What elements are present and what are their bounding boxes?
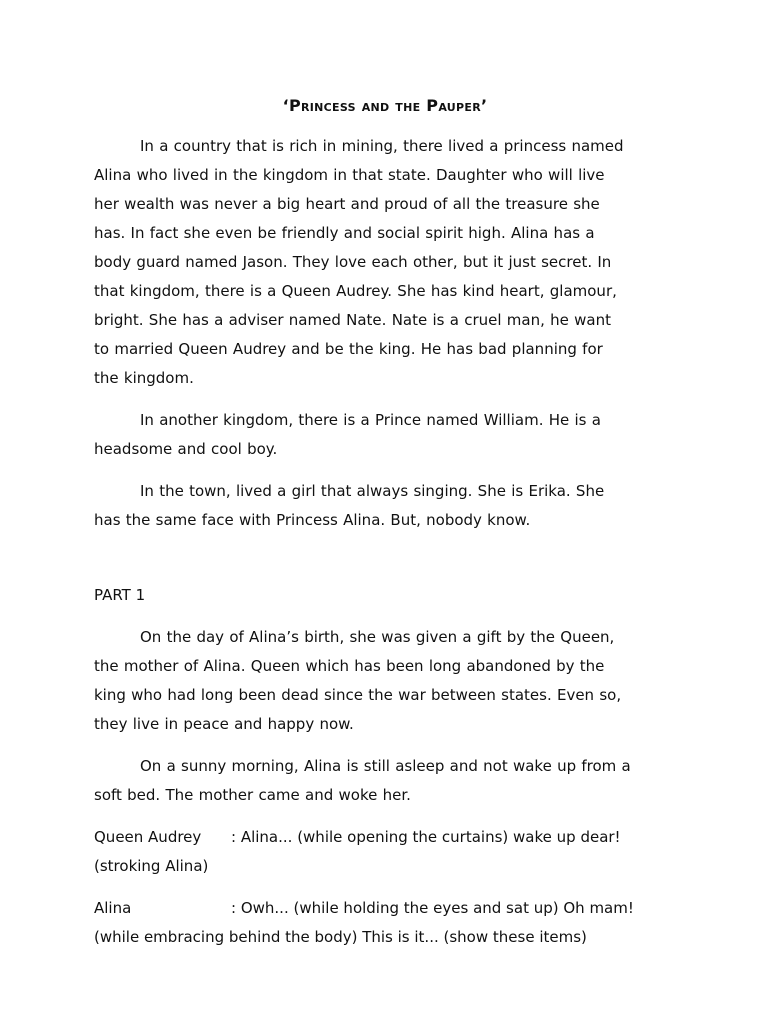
text-line: that kingdom, there is a Queen Audrey. She has kind heart, glamour,: [94, 282, 617, 300]
text-line: Alina who lived in the kingdom in that state. Daughter who will live: [94, 166, 605, 184]
speaker-name: Alina: [94, 899, 132, 917]
dialogue-line: : Owh... (while holding the eyes and sat up) Oh mam!: [231, 899, 634, 917]
text-line: soft bed. The mother came and woke her.: [94, 786, 411, 804]
intro-paragraph-3: [94, 477, 676, 535]
dialogue-continuation: (while embracing behind the body) This is it... (show these items): [94, 928, 587, 946]
story-title: ‘Princess and the Pauper’: [282, 96, 488, 115]
text-line: the mother of Alina. Queen which has been long abandoned by the: [94, 657, 605, 675]
text-line: to married Queen Audrey and be the king. He has bad planning for: [94, 340, 603, 358]
text-line: On a sunny morning, Alina is still asleep and not wake up from a: [140, 757, 631, 775]
text-line: In the town, lived a girl that always singing. She is Erika. She: [140, 482, 605, 500]
intro-paragraph-1: [94, 132, 676, 393]
text-line: body guard named Jason. They love each other, but it just secret. In: [94, 253, 612, 271]
text-line: has. In fact she even be friendly and social spirit high. Alina has a: [94, 224, 595, 242]
dialogue-alina: [94, 894, 676, 952]
text-line: bright. She has a adviser named Nate. Nate is a cruel man, he want: [94, 311, 611, 329]
text-line: In another kingdom, there is a Prince named William. He is a: [140, 411, 601, 429]
text-line: On the day of Alina’s birth, she was given a gift by the Queen,: [140, 628, 615, 646]
document-page: [94, 94, 676, 965]
dialogue-continuation: (stroking Alina): [94, 857, 209, 875]
text-line: headsome and cool boy.: [94, 440, 278, 458]
speaker-name: Queen Audrey: [94, 828, 202, 846]
text-line: In a country that is rich in mining, there lived a princess named: [140, 137, 624, 155]
dialogue-row: [94, 894, 676, 923]
text-line: the kingdom.: [94, 369, 194, 387]
dialogue-line: : Alina... (while opening the curtains) wake up dear!: [231, 828, 621, 846]
part-paragraph-1: [94, 623, 676, 739]
text-line: her wealth was never a big heart and proud of all the treasure she: [94, 195, 600, 213]
dialogue-queen-audrey: [94, 823, 676, 881]
part-paragraph-2: [94, 752, 676, 810]
dialogue-row: [94, 823, 676, 852]
part-heading: PART 1: [94, 586, 146, 604]
text-line: king who had long been dead since the war between states. Even so,: [94, 686, 622, 704]
text-line: has the same face with Princess Alina. But, nobody know.: [94, 511, 531, 529]
intro-paragraph-2: [94, 406, 676, 464]
text-line: they live in peace and happy now.: [94, 715, 354, 733]
